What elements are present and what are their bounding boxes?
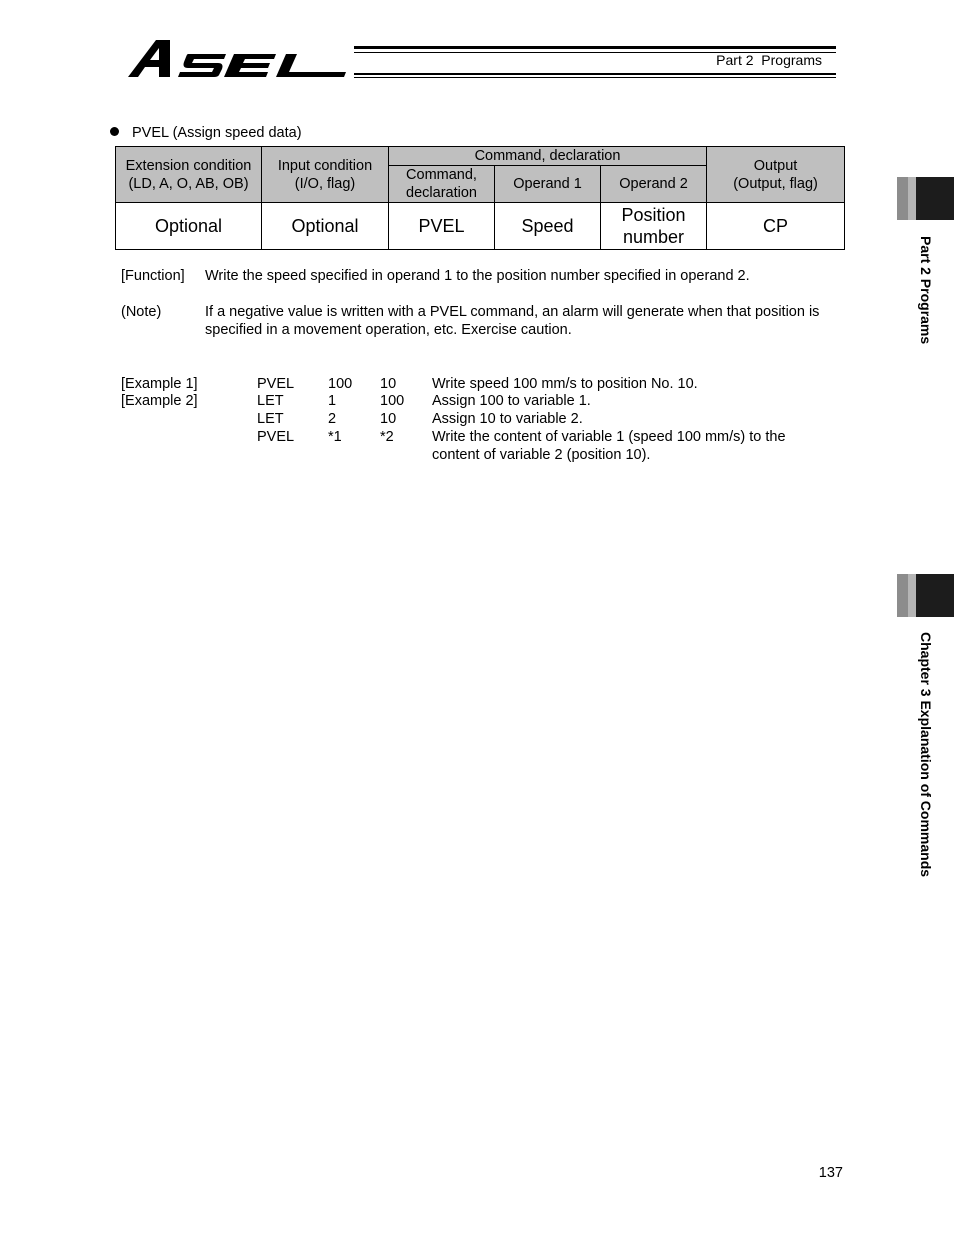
- example-operand-2: 10: [380, 411, 397, 427]
- header-rule: [354, 73, 836, 75]
- example-operand-1: *1: [328, 429, 342, 445]
- example-label: [Example 2]: [121, 393, 198, 409]
- cell-input-value: Optional: [262, 203, 389, 250]
- page-number: 137: [818, 1165, 843, 1181]
- example-operand-1: 100: [328, 376, 353, 392]
- header-operand-1: Operand 1: [495, 166, 601, 203]
- example-operand-1: 2: [328, 411, 337, 427]
- example-comment: Assign 100 to variable 1.: [432, 393, 591, 409]
- cell-operand1-value: Speed: [495, 203, 601, 250]
- cell-output-value: CP: [707, 203, 845, 250]
- example-comment: Assign 10 to variable 2.: [432, 411, 583, 427]
- example-command: PVEL: [257, 429, 295, 445]
- header-rule: [354, 77, 836, 78]
- command-spec-table: [115, 146, 845, 250]
- cell-operand2-value: Position number: [601, 203, 707, 250]
- example-operand-1: 1: [328, 393, 337, 409]
- example-command: LET: [257, 411, 284, 427]
- note-text: If a negative value is written with a PVEL command, an alarm will generate when that position is specified in a movement operation, etc. Exercise caution.: [205, 304, 820, 338]
- example-comment: Write the content of variable 1 (speed 100 mm/s) to the: [432, 429, 786, 445]
- command-heading: [110, 125, 302, 141]
- side-tab-chapter: [897, 574, 954, 617]
- header-section-label: Part 2 Programs: [716, 52, 822, 68]
- example-command: LET: [257, 393, 284, 409]
- example-label: [Example 1]: [121, 376, 198, 392]
- bullet-icon: [110, 127, 119, 136]
- example-comment: Write speed 100 mm/s to position No. 10.: [432, 376, 698, 392]
- side-label-chapter: Chapter 3 Explanation of Commands: [918, 632, 934, 878]
- header-operand-2: Operand 2: [601, 166, 707, 203]
- header-rule: [354, 46, 836, 49]
- function-text: Write the speed specified in operand 1 to the position number specified in operand 2.: [205, 268, 750, 284]
- example-operand-2: *2: [380, 429, 394, 445]
- example-operand-2: 10: [380, 376, 397, 392]
- example-operand-2: 100: [380, 393, 405, 409]
- side-label-part: Part 2 Programs: [918, 236, 934, 345]
- function-label: [Function]: [121, 268, 185, 284]
- example-comment-continued: content of variable 2 (position 10).: [432, 447, 651, 463]
- header-extension-condition: Extension condition (LD, A, O, AB, OB): [116, 147, 262, 203]
- example-command: PVEL: [257, 376, 295, 392]
- side-tab-part: [897, 177, 954, 220]
- cell-command-value: PVEL: [389, 203, 495, 250]
- header-input-condition: Input condition (I/O, flag): [262, 147, 389, 203]
- cell-extension-value: Optional: [116, 203, 262, 250]
- header-output: Output (Output, flag): [707, 147, 845, 203]
- command-heading-text: PVEL (Assign speed data): [132, 125, 302, 141]
- header-command-declaration: Command, declaration: [389, 166, 495, 203]
- asel-logo: [126, 36, 352, 80]
- note-label: (Note): [121, 304, 162, 320]
- header-command-group: Command, declaration: [389, 147, 707, 166]
